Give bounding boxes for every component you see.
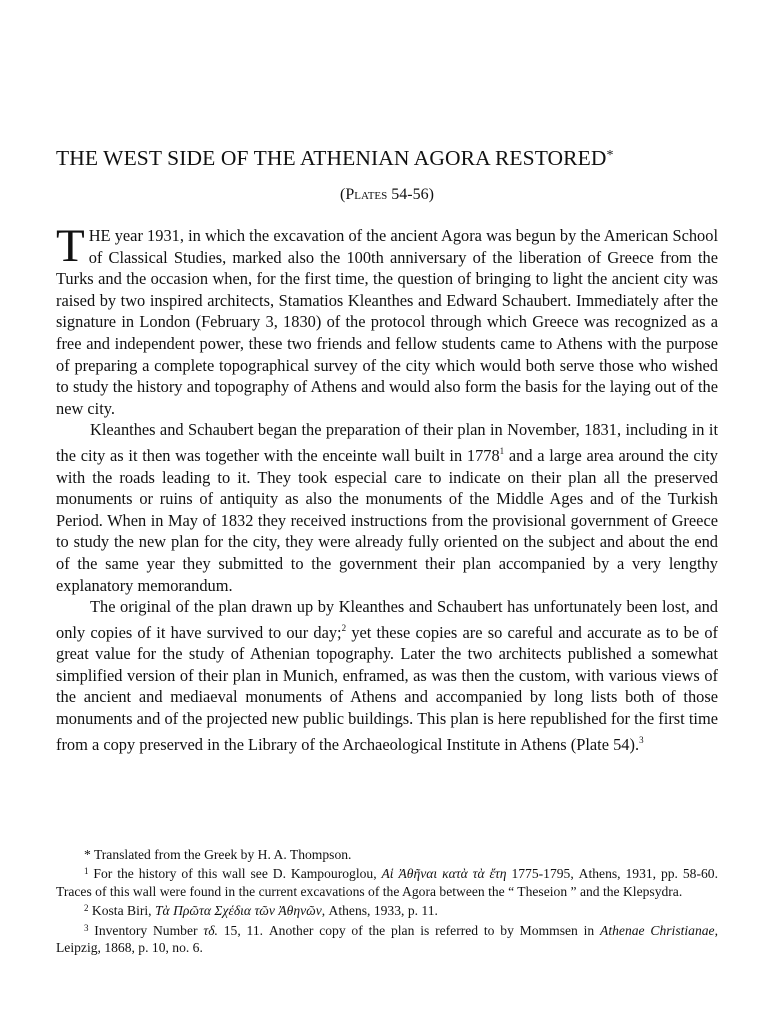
paragraph-3 (56, 596, 718, 755)
article-title-text: THE WEST SIDE OF THE ATHENIAN AGORA RESTORED (56, 146, 607, 170)
paragraph-1-text: HE year 1931, in which the excavation of the ancient Agora was begun by the American School of Classical Studies, marked also the 100th anniversary of the liberation of Greece from the Turks and the occasion when, for the first time, the question of bringing to light the ancient city was raised by two inspired architects, Stamatios Kleanthes and Edward Schaubert. Immediately after the signature in London (February 3, 1830) of the protocol through which Greece was recognized as a free and independent power, these two friends and fellow students came to Athens with the purpose of preparing a complete topographical survey of the city which would both serve those who wished to study the history and topography of Athens and would also form the basis for the laying out of the new city. (56, 226, 718, 418)
footnote-2-mark: 2 (84, 903, 89, 914)
footnote-3 (56, 920, 718, 957)
paragraph-2-text-a: Kleanthes and Schaubert began the preparation of their plan in November, 1831, including in it the city as it then was together with the enceinte wall built in 1778 (56, 420, 718, 465)
paragraph-2-text-b: and a large area around the city with the roads leading to it. They took especial care to indicate on their plan all the preserved monuments or ruins of antiquity as also the monuments of the Middle Ages and of the Turkish Period. When in May of 1832 they received instructions from the provisional government of Greece to study the new plan for the city, they were already fully oriented on the subject and about the end of the same year they submitted to the government their plan accompanied by a very lengthy explanatory memorandum. (56, 445, 718, 595)
footnote-ref-2: 2 (341, 622, 347, 633)
footnote-2-text-a: Kosta Biri, (88, 903, 155, 919)
plates-word: Plates (345, 186, 388, 203)
footnote-2-greek: Τὰ Πρῶτα Σχέδια τῶν Ἀθηνῶν (154, 903, 322, 919)
plates-range: 54-56) (387, 186, 434, 203)
footnote-1-mark: 1 (84, 866, 89, 877)
footnote-1 (56, 863, 718, 900)
article-title (56, 146, 746, 171)
footnote-1-text-a: For the history of this wall see D. Kampouroglou, (88, 866, 382, 882)
paragraph-2 (56, 419, 718, 596)
footnote-1-text-b: 1775-1795, Athens, 1931, pp. 58-60. Traces of this wall were found in the current excavations of the Agora between the “ Theseion ” and the Klepsydra. (56, 866, 718, 899)
footnote-3-text-c: , Leipzig, 1868, p. 10, no. 6. (56, 922, 719, 956)
footnote-star: * Translated from the Greek by H. A. Thompson. (84, 847, 352, 862)
plates-reference (56, 186, 718, 204)
drop-cap: T (56, 220, 85, 272)
footnote-3-text-a: Inventory Number (88, 922, 204, 938)
footnote-ref-3: 3 (639, 734, 644, 745)
paragraph-3-text-b: yet these copies are so careful and accurate as to be of great value for the study of Athenian topography. Later the two architects published a somewhat simplified version of their plan in Munich, enframed, as was then the custom, with various views of the ancient and mediaeval monuments of Athens and accompanied by long lists both of those monuments and of the projected new public buildings. This plan is here republished for the first time from a copy preserved in the Library of the Archaeological Institute in Athens (Plate 54). (56, 622, 719, 754)
paragraph-3-text-a: The original of the plan drawn up by Kleanthes and Schaubert has unfortunately been lost, and only copies of it have survived to our day; (56, 597, 718, 642)
title-footnote-mark: * (606, 148, 614, 163)
plates-open-paren: ( (340, 186, 346, 203)
footnotes (56, 846, 718, 956)
footnote-3-text-b: 15, 11. Another copy of the plan is referred to by Mommsen in (217, 922, 601, 938)
paragraph-1 (56, 220, 718, 419)
article-body (56, 220, 719, 755)
footnote-1-greek: Αἱ Ἀθῆναι κατὰ τὰ ἔτη (381, 866, 507, 882)
footnote-3-greek: τδ. (203, 922, 218, 938)
footnote-2-text-b: , Athens, 1933, p. 11. (321, 903, 438, 919)
footnote-ref-1: 1 (499, 445, 505, 456)
footnote-3-mark: 3 (84, 922, 89, 933)
footnote-2 (56, 900, 718, 919)
footnote-3-italic-title: Athenae Christianae (600, 922, 715, 938)
